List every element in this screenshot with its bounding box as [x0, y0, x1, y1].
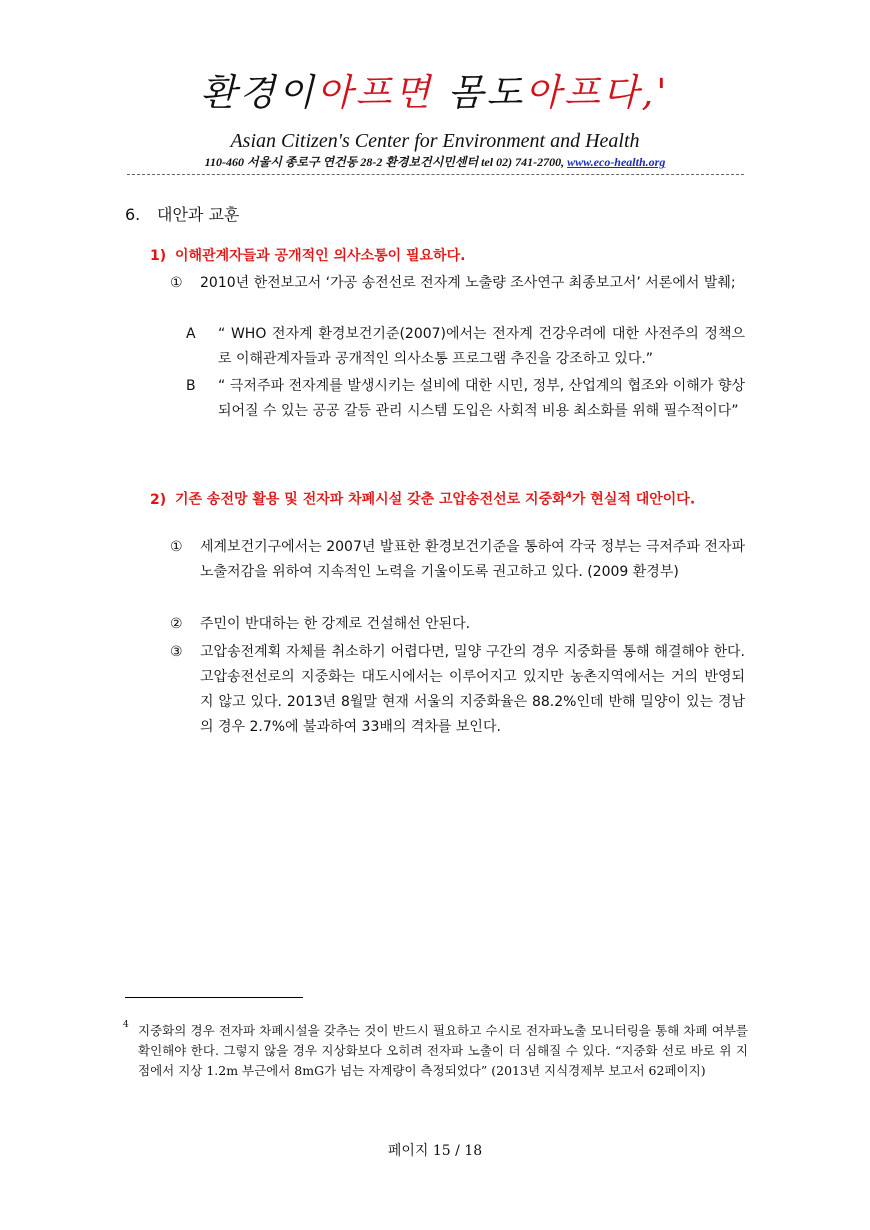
footnote-marker: 4 — [123, 1020, 129, 1030]
list-item — [170, 612, 745, 637]
page-number — [0, 1140, 870, 1160]
slogan-part-1: 환경이 — [200, 71, 317, 114]
subsection-number: 1) — [150, 248, 167, 264]
sub-list-item — [186, 322, 745, 372]
org-name-kr: 환경보건시민센터 — [385, 155, 479, 169]
list-marker: ① — [170, 275, 183, 291]
list-item — [170, 271, 745, 296]
page-separator: / — [455, 1143, 460, 1159]
sub-list-marker: A — [186, 326, 196, 342]
subsection-title-part-2: 가 현실적 대안이다. — [571, 491, 696, 508]
page-label: 페이지 — [387, 1143, 429, 1159]
footnote-divider — [125, 997, 303, 998]
section-heading — [125, 204, 239, 226]
subsection-heading-2 — [150, 483, 745, 513]
footnote-text: 지중화의 경우 전자파 차폐시설을 갖추는 것이 반드시 필요하고 수시로 전자파노출 모니터링을 통해 차폐 여부를 확인해야 한다. 그렇지 않을 경우 지상화보다 오히려 전자파 노출이 더 심해질 수 있다. “지중화 선로 바로 위 지점에서 지상 1.2m 부근에서 8mG가 넘는 자계량이 측정되었다” (2013년 지식경제부 보고서 62페이지) — [138, 1023, 748, 1078]
list-item-text: 주민이 반대하는 한 강제로 건설해선 안된다. — [200, 616, 471, 632]
address: 110-460 서울시 종로구 연건동 28-2 — [204, 155, 383, 169]
section-number: 6. — [125, 205, 141, 224]
footnote-ref[interactable]: 4 — [565, 491, 572, 501]
list-marker: ① — [170, 539, 183, 555]
footnote — [123, 1021, 748, 1081]
sub-list-item-text: “ 극저주파 전자계를 발생시키는 설비에 대한 시민, 정부, 산업계의 협조와 이해가 향상 되어질 수 있는 공공 갈등 관리 시스템 도입은 사회적 비용 최소화를 위해 필수적이다” — [218, 378, 745, 419]
website-link[interactable]: www.eco-health.org — [567, 155, 666, 169]
list-item-text: 고압송전계획 자체를 취소하기 어렵다면, 밀양 구간의 경우 지중화를 통해 해결해야 한다. 고압송전선로의 지중화는 대도시에서는 이루어지고 있지만 농촌지역에서는 거의 반영되지 않고 있다. 2013년 8월말 현재 서울의 지중화율은 88.2%인데 반해 밀양이 있는 경남의 경우 2.7%에 불과하여 33배의 격차를 보인다. — [200, 644, 745, 735]
sub-list-item-text: “ WHO 전자계 환경보건기준(2007)에서는 전자계 건강우려에 대한 사전주의 정책으로 이해관계자들과 공개적인 의사소통 프로그램 추진을 강조하고 있다.” — [218, 326, 745, 367]
list-marker: ② — [170, 616, 183, 632]
list-marker: ③ — [170, 644, 183, 660]
slogan-part-2: 아프면 — [316, 71, 434, 114]
page-total: 18 — [464, 1143, 483, 1159]
section-title: 대안과 교훈 — [157, 205, 240, 224]
subsection-title: 이해관계자들과 공개적인 의사소통이 필요하다. — [175, 248, 466, 264]
list-item-text: 2010년 한전보고서 ‘가공 송전선로 전자계 노출량 조사연구 최종보고서’ 서론에서 발췌; — [200, 275, 736, 291]
address-line — [0, 154, 870, 170]
subsection-title-part-1: 기존 송전망 활용 및 전자파 차폐시설 갖춘 고압송전선로 지중화 — [175, 491, 566, 508]
slogan-part-4: 아프다,' — [525, 71, 670, 114]
page-current: 15 — [432, 1143, 451, 1159]
subsection-heading-1 — [150, 244, 465, 268]
list-item — [170, 535, 745, 585]
sub-list-marker: B — [186, 378, 196, 394]
sub-list-item — [186, 374, 745, 424]
subsection-number: 2) — [150, 491, 167, 508]
org-name-en: Asian Citizen's Center for Environment and Health — [230, 130, 640, 152]
list-item-text: 세계보건기구에서는 2007년 발표한 환경보건기준을 통하여 각국 정부는 극저주파 전자파 노출저감을 위하여 지속적인 노력을 기울이도록 권고하고 있다. (2009 환경부) — [200, 539, 745, 580]
slogan-part-3: 몸도 — [447, 71, 526, 114]
telephone: tel 02) 741-2700, — [481, 155, 565, 169]
list-item — [170, 640, 745, 740]
slogan-logo — [0, 68, 870, 118]
header-divider — [127, 174, 744, 175]
